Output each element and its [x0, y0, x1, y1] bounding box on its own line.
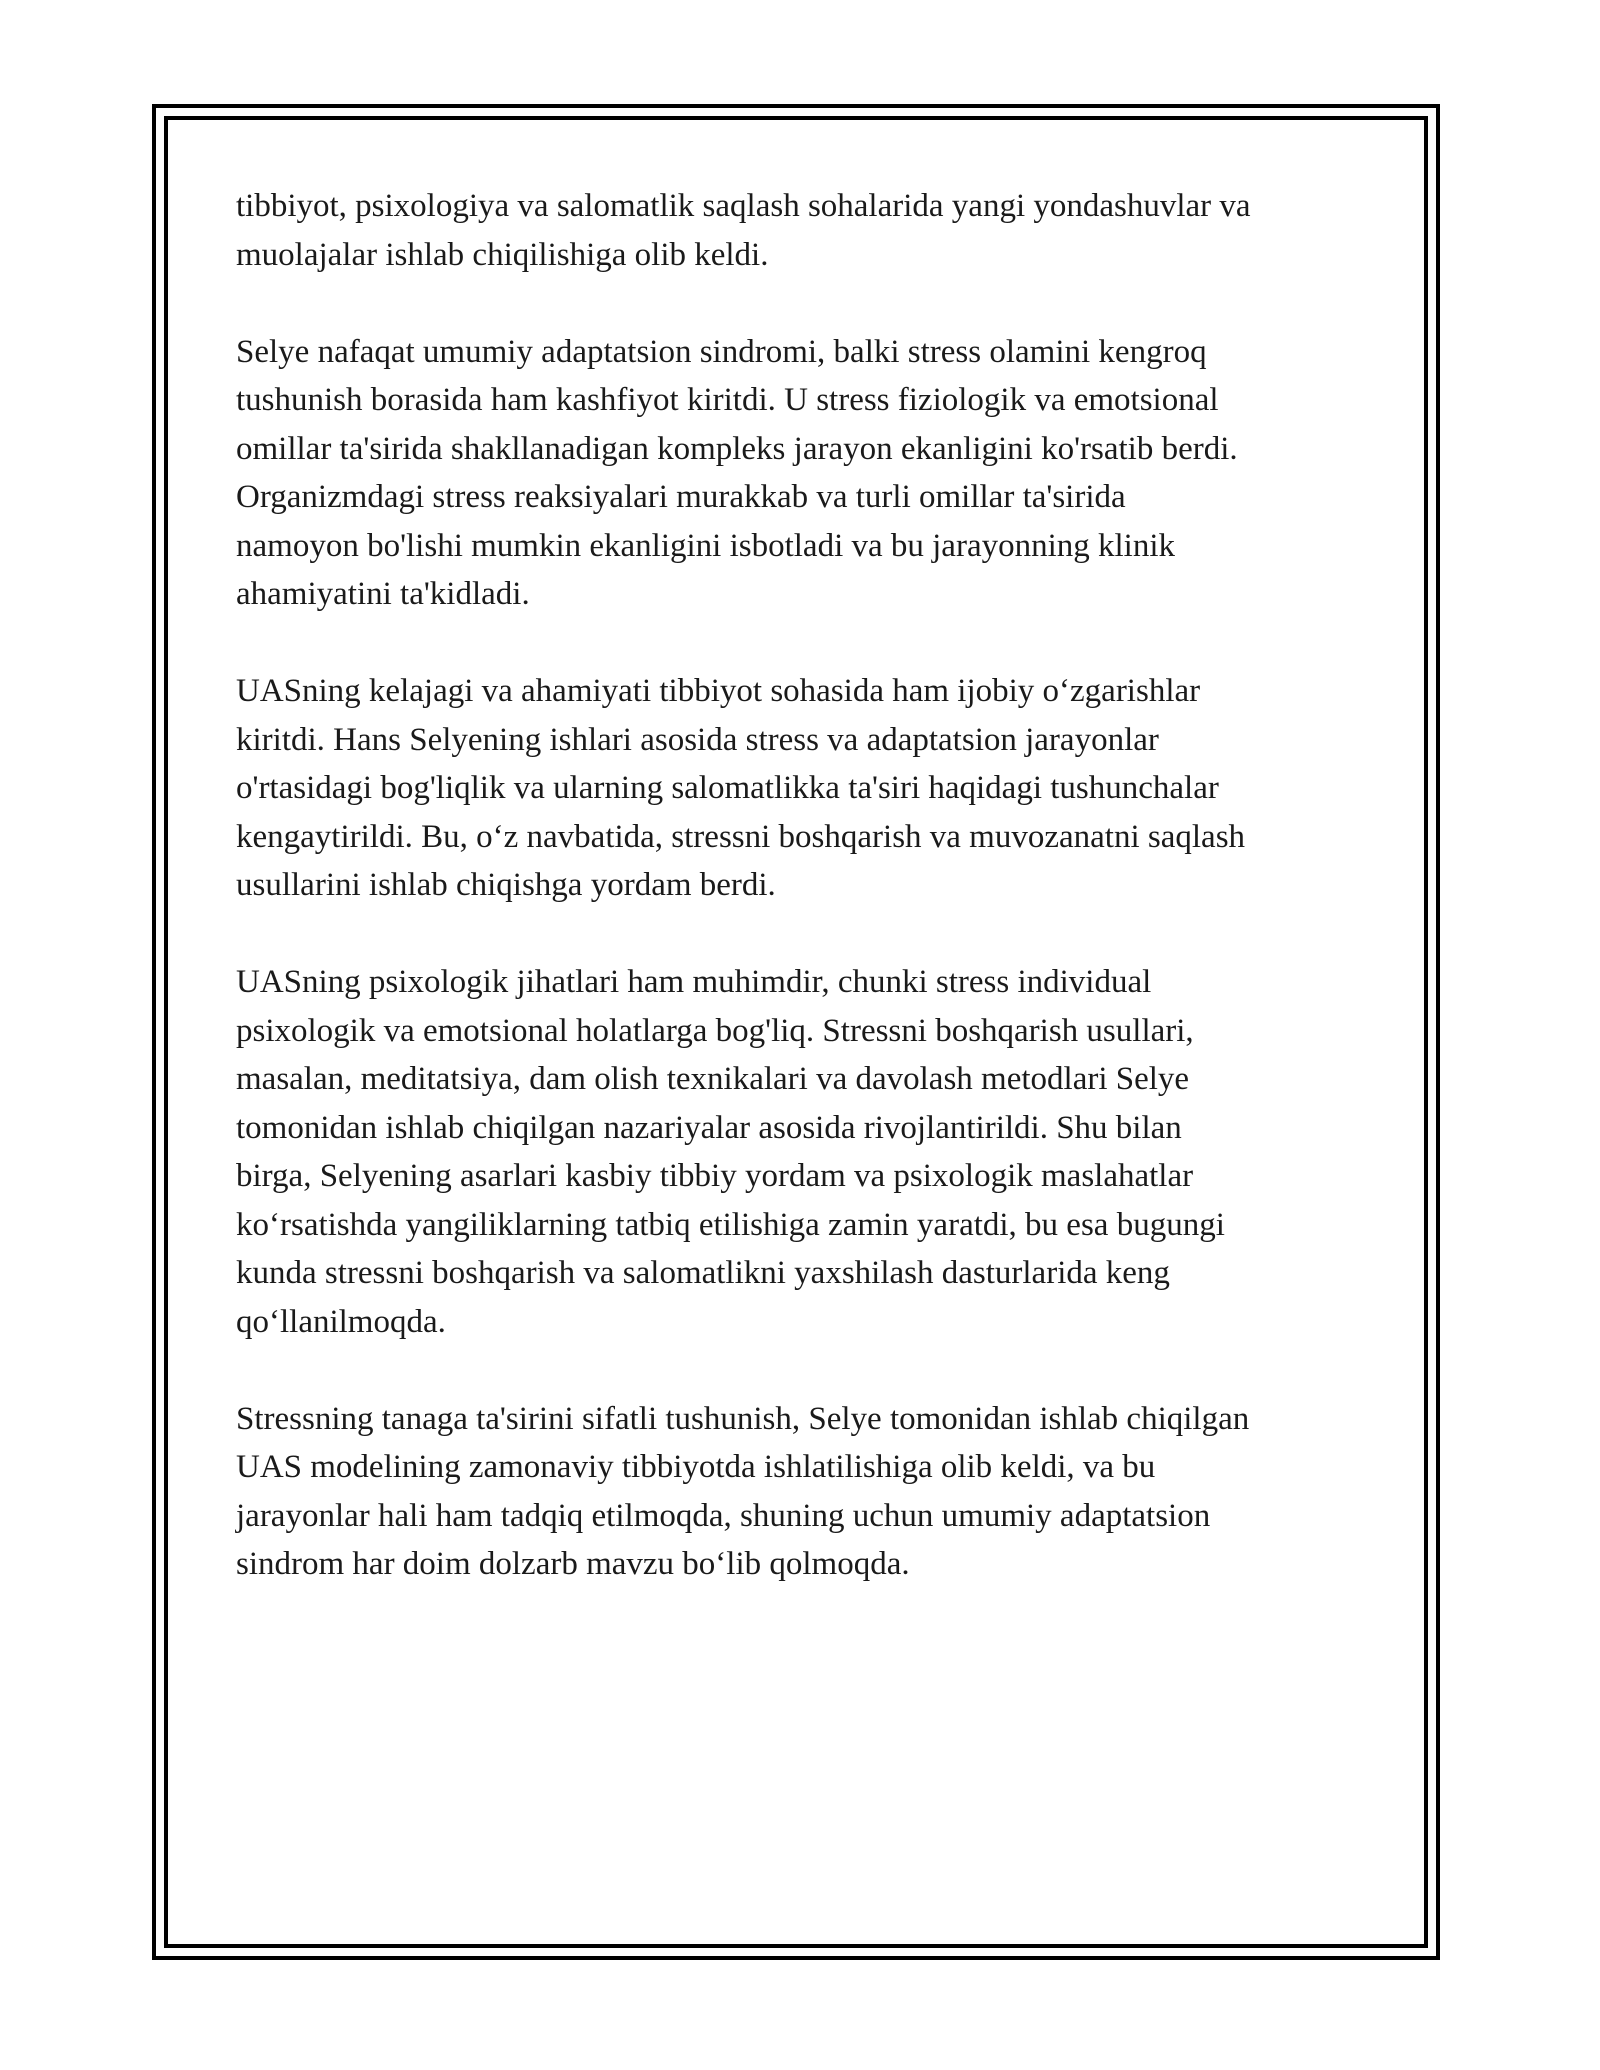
text-line: sindrom har doim dolzarb mavzu bo‘lib qolmoqda.: [236, 1546, 910, 1582]
text-line: birga, Selyening asarlari kasbiy tibbiy yordam va psixologik maslahatlar: [236, 1158, 1194, 1194]
text-line: tibbiyot, psixologiya va salomatlik saqlash sohalarida yangi yondashuvlar va: [236, 188, 1251, 224]
text-line: tushunish borasida ham kashfiyot kiritdi. U stress fiziologik va emotsional: [236, 382, 1219, 418]
text-line: omillar ta'sirida shakllanadigan kompleks jarayon ekanligini ko'rsatib berdi.: [236, 430, 1238, 467]
document-body: [236, 182, 1386, 1637]
text-line: jarayonlar hali ham tadqiq etilmoqda, shuning uchun umumiy adaptatsion: [236, 1497, 1211, 1534]
paragraph-3: [236, 667, 1386, 910]
text-line: Stressning tanaga ta'sirini sifatli tushunish, Selye tomonidan ishlab chiqilgan: [236, 1400, 1250, 1437]
text-line: muolajalar ishlab chiqilishiga olib keldi.: [236, 236, 769, 273]
text-line: masalan, meditatsiya, dam olish texnikalari va davolash metodlari Selye: [236, 1061, 1190, 1097]
text-line: kunda stressni boshqarish va salomatlikni yaxshilash dasturlarida keng: [236, 1255, 1170, 1291]
paragraph-1: [236, 182, 1386, 279]
text-line: ko‘rsatishda yangiliklarning tatbiq etilishiga zamin yaratdi, bu esa bugungi: [236, 1206, 1225, 1243]
text-line: kiritdi. Hans Selyening ishlari asosida stress va adaptatsion jarayonlar: [236, 721, 1159, 758]
text-line: o'rtasidagi bog'liqlik va ularning salomatlikka ta'siri haqidagi tushunchalar: [236, 770, 1219, 806]
paragraph-4: [236, 958, 1386, 1346]
text-line: UAS modelining zamonaviy tibbiyotda ishlatilishiga olib keldi, va bu: [236, 1449, 1156, 1485]
paragraph-5: [236, 1395, 1386, 1589]
paragraph-2: [236, 328, 1386, 619]
text-line: UASning kelajagi va ahamiyati tibbiyot sohasida ham ijobiy o‘zgarishlar: [236, 673, 1201, 709]
text-line: Selye nafaqat umumiy adaptatsion sindromi, balki stress olamini kengroq: [236, 333, 1207, 370]
text-line: ahamiyatini ta'kidladi.: [236, 576, 530, 612]
text-line: kengaytirildi. Bu, o‘z navbatida, stressni boshqarish va muvozanatni saqlash: [236, 818, 1246, 855]
text-line: usullarini ishlab chiqishga yordam berdi.: [236, 867, 776, 903]
text-line: tomonidan ishlab chiqilgan nazariyalar asosida rivojlantirildi. Shu bilan: [236, 1109, 1182, 1146]
text-line: Organizmdagi stress reaksiyalari murakkab va turli omillar ta'sirida: [236, 479, 1126, 515]
text-line: qo‘llanilmoqda.: [236, 1303, 446, 1340]
text-line: UASning psixologik jihatlari ham muhimdir, chunki stress individual: [236, 964, 1152, 1000]
text-line: psixologik va emotsional holatlarga bog'liq. Stressni boshqarish usullari,: [236, 1012, 1194, 1049]
text-line: namoyon bo'lishi mumkin ekanligini isbotladi va bu jarayonning klinik: [236, 527, 1176, 564]
